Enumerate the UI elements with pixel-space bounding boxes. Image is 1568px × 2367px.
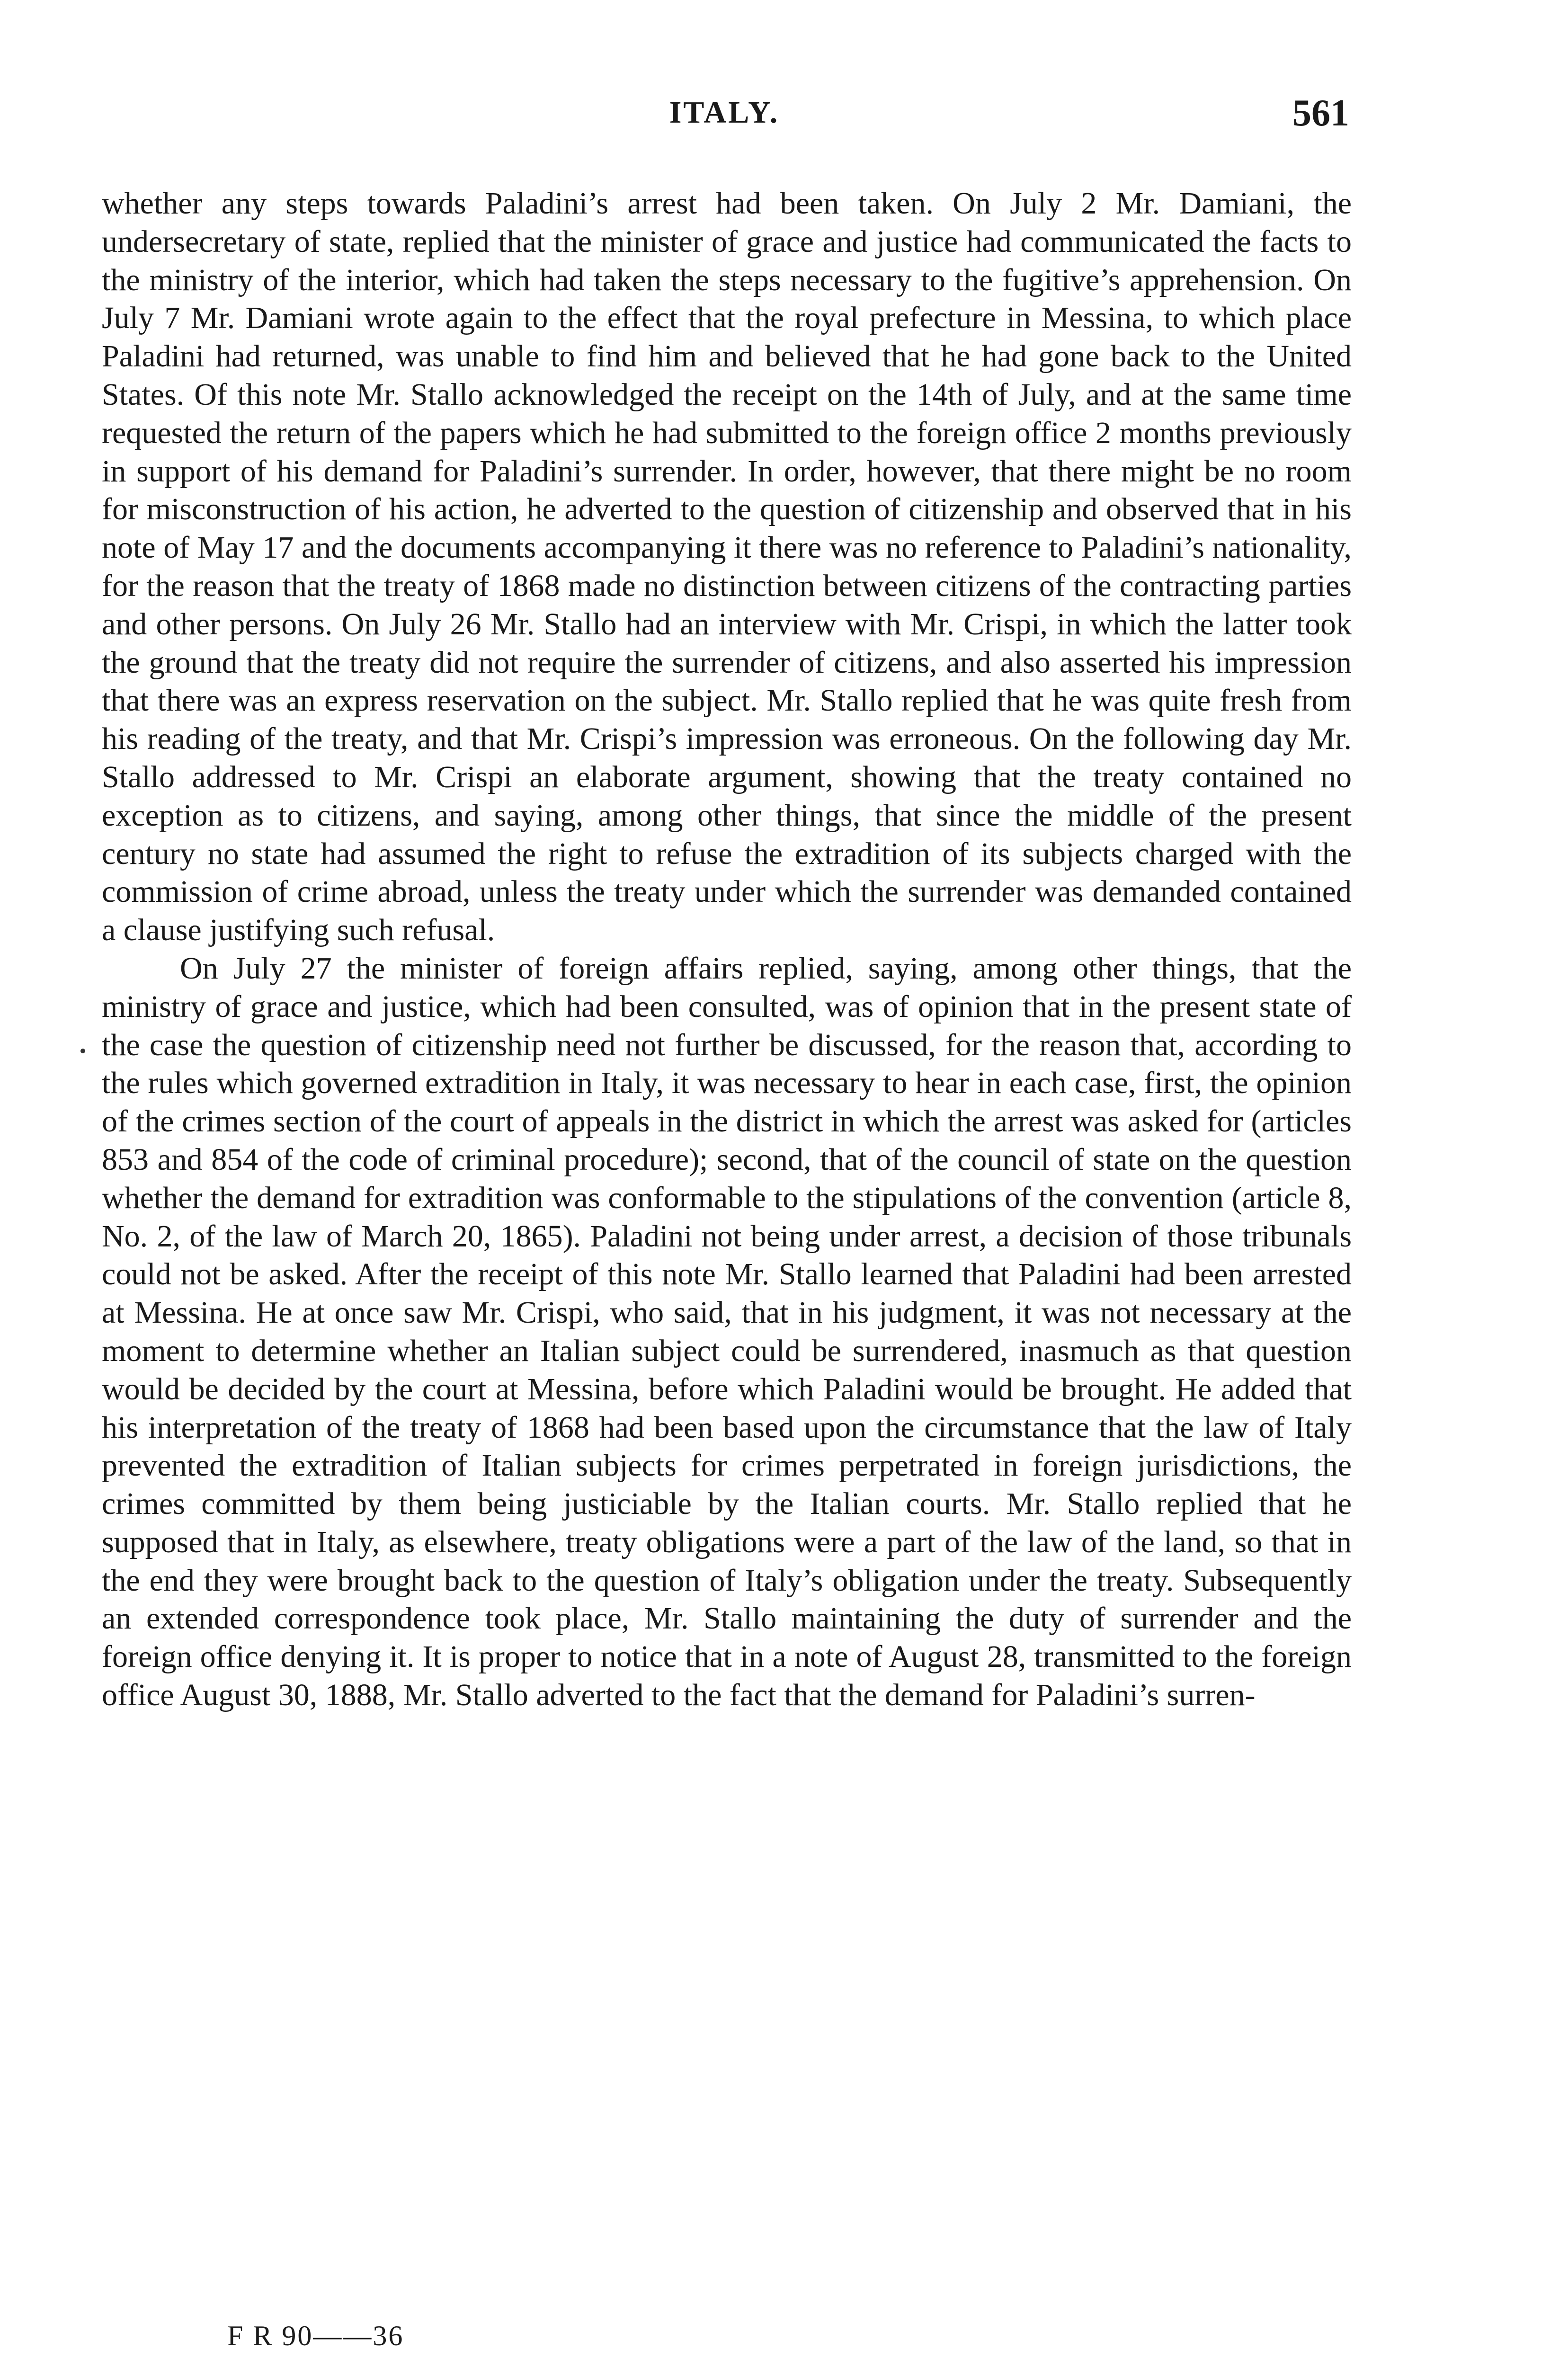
margin-mark <box>80 1049 85 1053</box>
signature-mark: F R 90——36 <box>227 2320 404 2351</box>
running-head: ITALY. <box>669 95 780 130</box>
page-header <box>99 92 1349 151</box>
paragraph-1: whether any steps towards Paladini’s arrest had been taken. On July 2 Mr. Damiani, the undersecretary of state, replied that the minister of grace and justice had communicated the facts to the ministry of the interior, which had taken the steps necessary to the fugitive’s apprehension. On July 7 Mr. Damiani wrote again to the effect that the royal prefecture in Messina, to which place Paladini had returned, was unable to find him and believed that he had gone back to the United States. Of this note Mr. Stallo acknowledged the receipt on the 14th of July, and at the same time requested the return of the papers which he had submitted to the foreign office 2 months previously in support of his demand for Paladini’s surrender. In order, however, that there might be no room for misconstruction of his action, he adverted to the question of citizenship and observed that in his note of May 17 and the documents accompanying it there was no reference to Paladini’s nationality, for the reason that the treaty of 1868 made no distinction between citizens of the contracting parties and other persons. On July 26 Mr. Stallo had an interview with Mr. Crispi, in which the latter took the ground that the treaty did not require the surrender of citizens, and also asserted his impression that there was an express reservation on the subject. Mr. Stallo replied that he was quite fresh from his reading of the treaty, and that Mr. Crispi’s impression was erroneous. On the following day Mr. Stallo addressed to Mr. Crispi an elaborate argument, showing that the treaty contained no exception as to citizens, and saying, among other things, that since the middle of the present century no state had assumed the right to refuse the extradition of its subjects charged with the commission of crime abroad, unless the treaty under which the surrender was demanded contained a clause justifying such refusal. <box>102 186 1352 948</box>
page-number: 561 <box>1292 92 1349 134</box>
body-text <box>102 185 1352 1715</box>
paragraph-2: On July 27 the minister of foreign affairs replied, saying, among other things, that the ministry of grace and justice, which had been consulted, was of opinion that in the present state of the case the question of citizenship need not further be discussed, for the reason that, according to the rules which governed extradition in Italy, it was necessary to hear in each case, first, the opinion of the crimes section of the court of appeals in the district in which the arrest was asked for (articles 853 and 854 of the code of criminal procedure); second, that of the council of state on the question whether the demand for extradition was conformable to the stipulations of the convention (article 8, No. 2, of the law of March 20, 1865). Paladini not being under arrest, a decision of those tribunals could not be asked. After the receipt of this note Mr. Stallo learned that Paladini had been arrested at Messina. He at once saw Mr. Crispi, who said, that in his judgment, it was not necessary at the moment to determine whether an Italian subject could be surrendered, inasmuch as that question would be decided by the court at Messina, before which Paladini would be brought. He added that his interpretation of the treaty of 1868 had been based upon the circumstance that the law of Italy prevented the extradition of Italian subjects for crimes perpetrated in foreign jurisdictions, the crimes committed by them being justiciable by the Italian courts. Mr. Stallo replied that he supposed that in Italy, as elsewhere, treaty obligations were a part of the law of the land, so that in the end they were brought back to the question of Italy’s obligation under the treaty. Subsequently an extended correspondence took place, Mr. Stallo maintaining the duty of surrender and the foreign office denying it. It is proper to notice that in a note of August 28, transmitted to the foreign office August 30, 1888, Mr. Stallo adverted to the fact that the demand for Paladini’s surren- <box>102 951 1352 1713</box>
